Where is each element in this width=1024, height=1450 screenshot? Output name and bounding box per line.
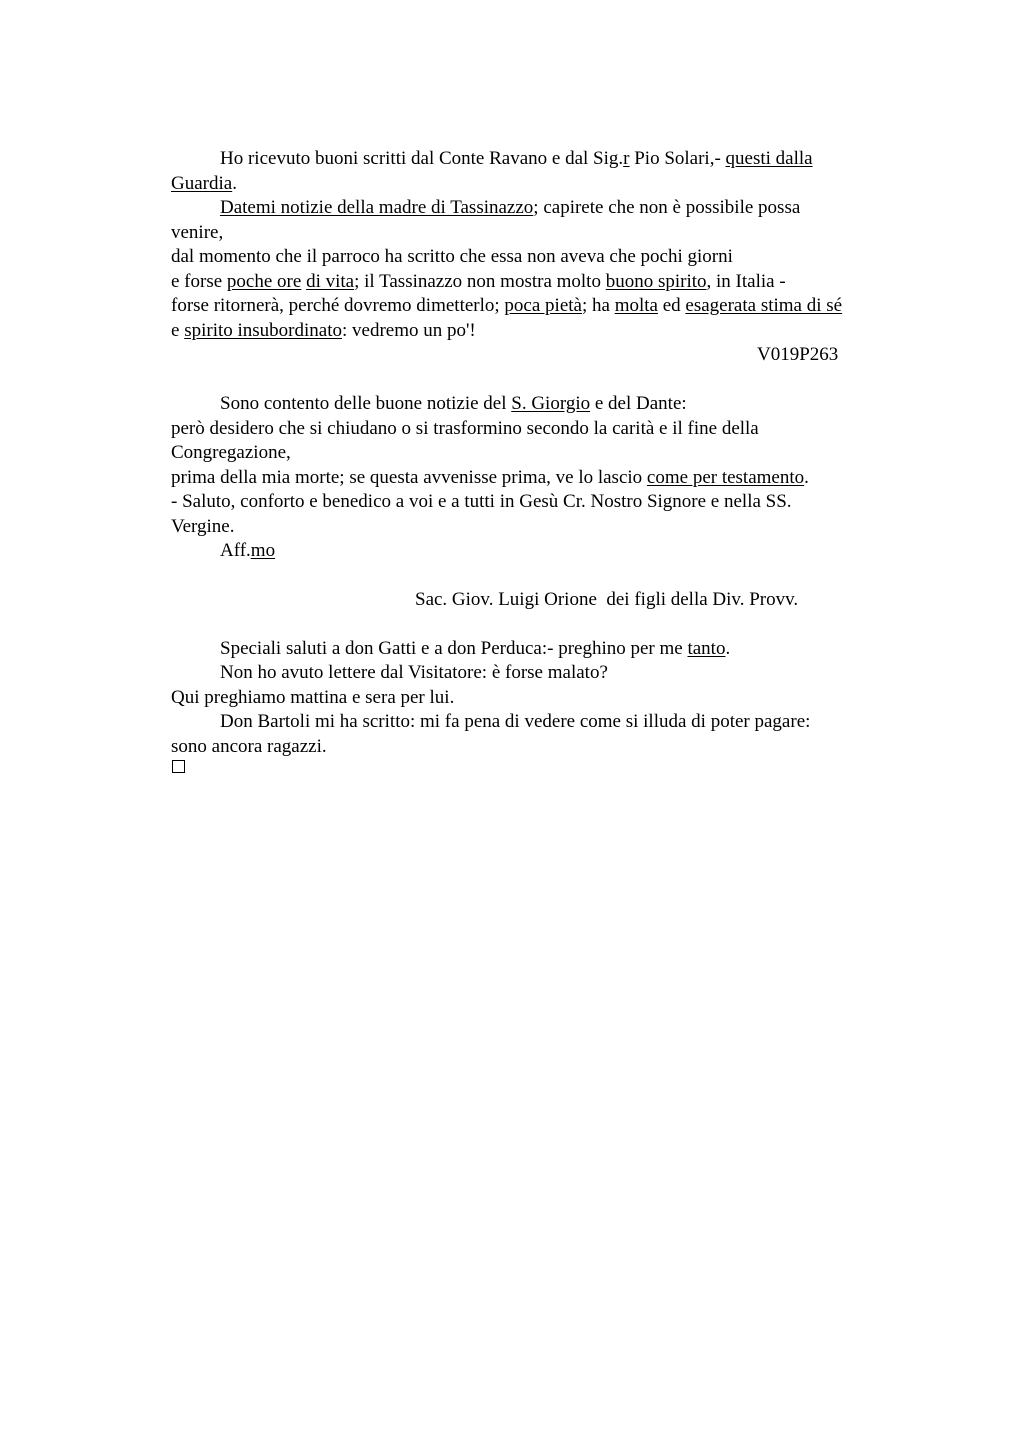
- underlined-text: r: [623, 148, 630, 169]
- p2-line-2: venire,: [171, 222, 224, 243]
- p3-line-1: [220, 392, 687, 416]
- p2-line-3: dal momento che il parroco ha scritto che essa non aveva che pochi giorni: [171, 246, 733, 267]
- p2-line-4: [171, 270, 786, 294]
- p1-line-2: [171, 172, 237, 196]
- ps-line-3: Qui preghiamo mattina e sera per lui.: [171, 687, 455, 708]
- underlined-text: buono spirito: [605, 271, 707, 292]
- text: forse ritornerà, perché dovremo dimetterlo;: [171, 295, 505, 316]
- text: prima della mia morte; se questa avvenisse prima, ve lo lascio: [171, 467, 647, 488]
- page-reference: V019P263: [757, 344, 839, 365]
- underlined-text: S. Giorgio: [511, 393, 591, 414]
- text: : vedremo un po'!: [342, 320, 476, 341]
- text: .: [232, 173, 237, 194]
- text: Aff.: [220, 540, 251, 561]
- p3-line-5: - Saluto, conforto e benedico a voi e a tutti in Gesù Cr. Nostro Signore e nella SS.: [171, 491, 792, 512]
- text: ; ha: [581, 295, 615, 316]
- underlined-text: mo: [250, 540, 276, 561]
- text: , in Italia -: [706, 271, 786, 292]
- p2-line-6: [171, 319, 476, 343]
- text: ed: [657, 295, 686, 316]
- underlined-text: come per testamento: [646, 467, 805, 488]
- text: .: [804, 467, 809, 488]
- text: ; il Tassinazzo non mostra molto: [354, 271, 606, 292]
- underlined-text: questi dalla: [725, 148, 813, 169]
- text: Speciali saluti a don Gatti e a don Perduca:- preghino per me: [220, 638, 688, 659]
- end-marker-box: [172, 760, 185, 773]
- signature: Sac. Giov. Luigi Orione dei figli della Div. Provv.: [415, 589, 799, 610]
- underlined-text: poche ore: [226, 271, 302, 292]
- p2-line-1: [220, 196, 800, 220]
- underlined-text: Datemi notizie della madre di Tassinazzo: [220, 197, 534, 218]
- text: Pio Solari,-: [629, 148, 726, 169]
- text: Ho ricevuto buoni scritti dal Conte Ravano e dal Sig.: [220, 148, 624, 169]
- underlined-text: Guardia: [171, 173, 233, 194]
- underlined-text: esagerata stima di sé: [685, 295, 843, 316]
- p1-line-1: [220, 147, 813, 171]
- p3-line-4: [171, 466, 809, 490]
- underlined-text: tanto: [687, 638, 726, 659]
- text: Sono contento delle buone notizie del: [220, 393, 512, 414]
- p3-line-6: Vergine.: [171, 516, 235, 537]
- text: e forse: [171, 271, 227, 292]
- underlined-text: spirito insubordinato: [184, 320, 342, 341]
- p2-line-5: [171, 294, 842, 318]
- p3-line-3: Congregazione,: [171, 442, 291, 463]
- underlined-text: poca pietà: [504, 295, 582, 316]
- text: e del Dante:: [590, 393, 687, 414]
- ps-line-4: Don Bartoli mi ha scritto: mi fa pena di vedere come si illuda di poter pagare:: [220, 711, 811, 732]
- underlined-text: di vita: [306, 271, 355, 292]
- text: ; capirete che non è possibile possa: [533, 197, 801, 218]
- p3-line-2: però desidero che si chiudano o si trasformino secondo la carità e il fine della: [171, 418, 759, 439]
- ps-line-1: [220, 637, 730, 661]
- text: e: [171, 320, 185, 341]
- ps-line-5: sono ancora ragazzi.: [171, 736, 327, 757]
- ps-line-2: Non ho avuto lettere dal Visitatore: è forse malato?: [220, 662, 608, 683]
- underlined-text: molta: [614, 295, 658, 316]
- text: .: [725, 638, 731, 659]
- closing: [220, 539, 275, 563]
